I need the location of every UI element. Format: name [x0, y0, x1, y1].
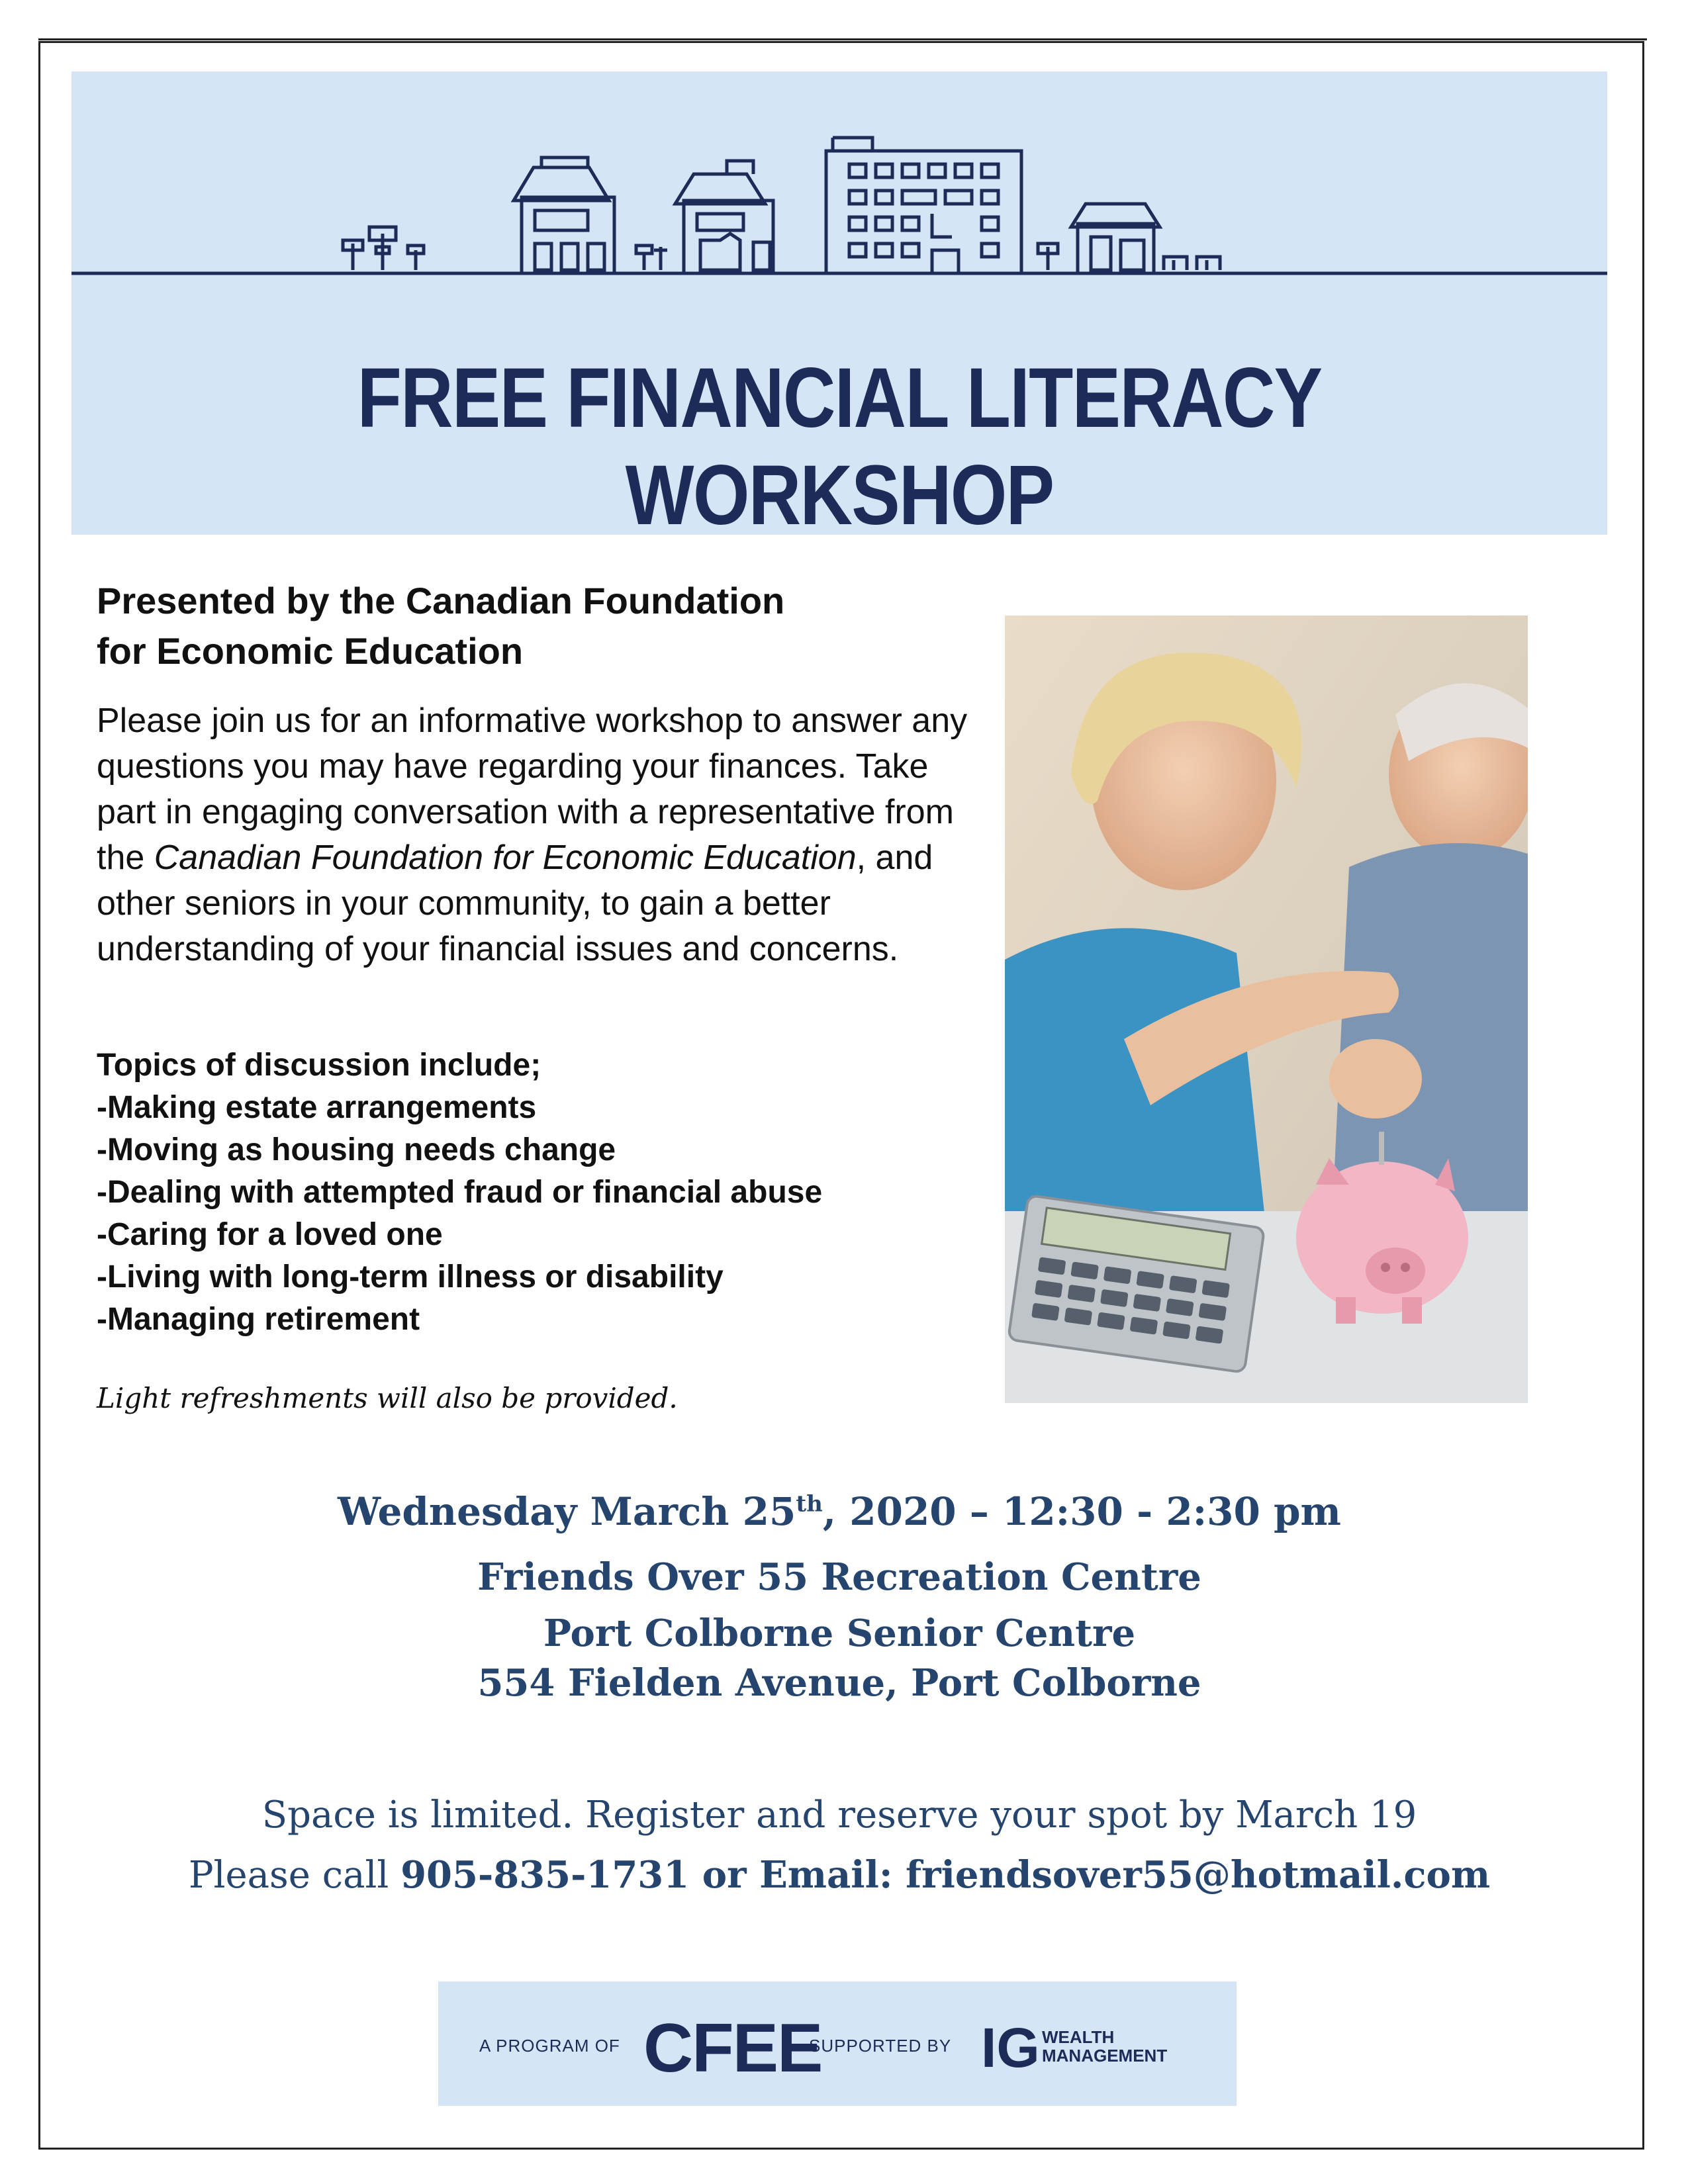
presenter-heading	[97, 576, 957, 676]
list-item: -Living with long-term illness or disability	[97, 1259, 724, 1295]
intro-text-2: , and other seniors in your community, to gain a better understanding of your financial issues and concerns.	[97, 839, 933, 968]
event-venue-1: Friends Over 55 Recreation Centre	[477, 1555, 1201, 1599]
registration-contact-details: 905-835-1731 or Email: friendsover55@hotmail.com	[400, 1853, 1491, 1897]
registration-contact	[71, 1853, 1607, 1897]
supported-label: SUPPORTED BY	[809, 2036, 952, 2056]
seniors-photo	[1005, 615, 1528, 1403]
event-date-sup: th	[796, 1490, 823, 1518]
page-border-top	[38, 38, 1647, 40]
intro-text-1: Please join us for an informative workshop to answer any questions you may have regarding your finances. Take part in engaging conversation with a representative from the	[97, 702, 968, 877]
page-title: FREE FINANCIAL LITERACY WORKSHOP	[357, 351, 1322, 543]
event-venue-2: Port Colborne Senior Centre	[543, 1612, 1136, 1655]
topics-list	[97, 1044, 984, 1341]
topics-heading: Topics of discussion include;	[97, 1048, 541, 1083]
sponsor-footer	[438, 1981, 1237, 2106]
presenter-line-1: Presented by the Canadian Foundation	[97, 580, 785, 621]
intro-text-italic: Canadian Foundation for Economic Education	[154, 839, 857, 877]
intro-paragraph	[97, 698, 984, 972]
list-item: -Managing retirement	[97, 1302, 420, 1337]
list-item: -Dealing with attempted fraud or financial abuse	[97, 1175, 823, 1210]
refreshments-note: Light refreshments will also be provided.	[97, 1382, 678, 1414]
skyline-icon	[71, 71, 1607, 283]
ig-wealth: WEALTH	[1042, 2027, 1115, 2047]
list-item: -Caring for a loved one	[97, 1217, 443, 1252]
registration-contact-pre: Please call	[188, 1854, 401, 1897]
ig-logo: IG	[981, 2017, 1040, 2079]
event-date-pre: Wednesday March 25	[338, 1489, 796, 1534]
presenter-line-2: for Economic Education	[97, 630, 524, 672]
event-date-post: , 2020 – 12:30 - 2:30 pm	[822, 1489, 1341, 1534]
program-label: A PROGRAM OF	[479, 2036, 620, 2056]
registration-note: Space is limited. Register and reserve your spot by March 19	[261, 1794, 1417, 1837]
header-banner	[71, 71, 1607, 543]
list-item: -Moving as housing needs change	[97, 1132, 616, 1167]
list-item: -Making estate arrangements	[97, 1090, 537, 1125]
cfee-logo: CFEE	[643, 2010, 822, 2087]
event-date-time	[71, 1489, 1607, 1534]
ig-wealth-management-text	[1042, 2028, 1167, 2065]
ig-management: MANAGEMENT	[1042, 2046, 1168, 2066]
seniors-piggy-bank-photo-icon	[1005, 615, 1528, 1403]
event-address: 554 Fielden Avenue, Port Colborne	[477, 1661, 1201, 1705]
